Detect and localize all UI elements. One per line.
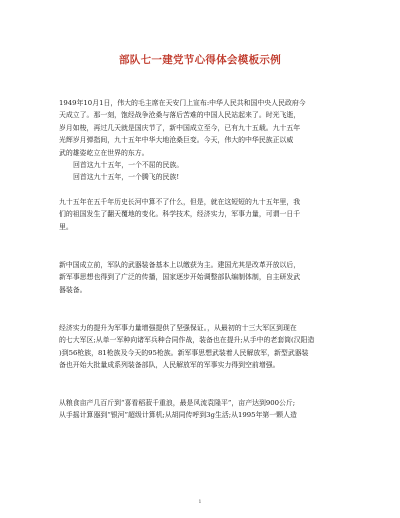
paragraph-change xyxy=(59,196,341,233)
paragraph-line: 九十五年在五千年历史长河中算不了什么，但是，就在这短短的九十五年里，我 xyxy=(59,198,301,206)
paragraph-science xyxy=(59,397,341,422)
paragraph-line: 岁月如梭，再过几天就是国庆节了，新中国成立至今，已有九十五载。九十五年 xyxy=(59,123,301,132)
paragraph-line: 器装备。 xyxy=(59,285,87,294)
paragraph-line: 的七大军区;从单一军种向诸军兵种合同作战，装备也在提升;从手中的老套筒(汉阳造 xyxy=(59,336,315,345)
paragraph-line: 里。 xyxy=(59,222,73,231)
paragraph-line: 1949年10月1日，伟大的毛主席在天安门上宣布:中华人民共和国中央人民政府今 xyxy=(59,99,306,107)
paragraph-line: 备也开始大批量成系列装备部队，人民解放军的军事实力得到空前增强。 xyxy=(59,361,280,370)
paragraph-line: 经济实力的提升为军事力量增强提供了坚强保证。，从最初的十三大军区到现在 xyxy=(59,324,297,332)
page-number: 1 xyxy=(198,499,202,505)
paragraph-line: 天成立了。那一刻，饱经战争沧桑与落后苦难的中国人民站起来了。时光飞逝， xyxy=(59,111,301,120)
paragraph-line: 回首这九十五年，一个腾飞的民族! xyxy=(73,173,180,182)
paragraph-line: )到56枪族，81枪族及今天的95枪族。新军事思想武装着人民解放军，新型武器装 xyxy=(59,348,309,357)
paragraph-economy xyxy=(59,322,341,372)
document-title: 部队七一建党节心得体会模板示例 xyxy=(119,54,281,66)
paragraph-line: 新军事思想也得到了广泛的传播，国家逐步开始调整部队编制体制，自主研发武 xyxy=(59,273,301,282)
paragraph-line: 回首这九十五年，一个不屈的民族。 xyxy=(73,161,184,169)
paragraph-line: 从手摇计算器到“银河”超级计算机;从胡同传呼到3g生活;从1995年第一颗人造 xyxy=(59,411,297,420)
paragraph-retrospect xyxy=(59,159,341,184)
paragraph-line: 从粮食亩产几百斤到“喜看稻菽千重浪，最是风流袁隆平”，亩产达到900公斤; xyxy=(59,399,296,407)
paragraph-equipment xyxy=(59,259,341,296)
paragraph-founding xyxy=(59,97,341,159)
paragraph-line: 光辉岁月弹指间，九十五年中华大地沧桑巨变。今天，伟大的中华民族正以威 xyxy=(59,136,294,145)
paragraph-line: 新中国成立前，军队的武器装备基本上以缴获为主。建国尤其是改革开放以后， xyxy=(59,261,301,269)
paragraph-line: 们的祖国发生了翻天覆地的变化。科学技术，经济实力，军事力量，可谓一日千 xyxy=(59,210,301,219)
paragraph-line: 武的雄姿屹立在世界的东方。 xyxy=(59,148,149,157)
